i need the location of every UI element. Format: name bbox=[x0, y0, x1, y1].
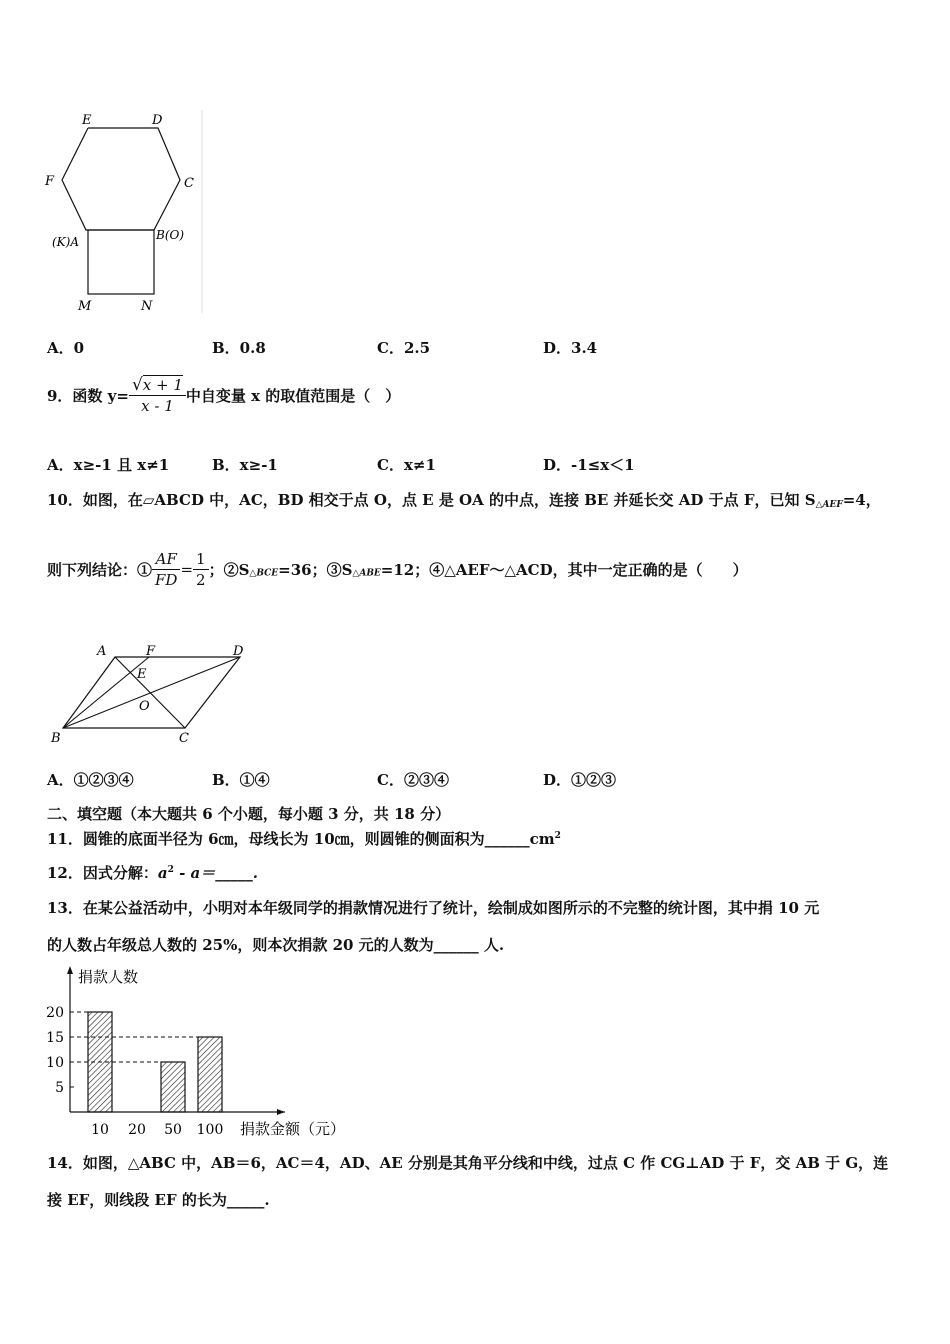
label-D: D bbox=[152, 113, 163, 128]
q14-line1: 14．如图，△ABC 中，AB＝6，AC＝4，AD、AE 分别是其角平分线和中线，过点 C 作 CG⊥AD 于 F，交 AB 于 G，连 bbox=[47, 1154, 889, 1172]
q10-frac2-num: 1 bbox=[193, 549, 209, 570]
q10-line1-a: 10．如图，在 bbox=[47, 491, 143, 509]
q10-line1-sub: △AEF bbox=[815, 500, 843, 510]
q8-option-a: A．0 bbox=[47, 339, 85, 357]
q9-option-d: D．-1≤x＜1 bbox=[543, 456, 635, 474]
q10-frac1-num: AF bbox=[152, 549, 180, 570]
q10-option-d: D．①②③ bbox=[543, 771, 617, 789]
bar-10 bbox=[88, 1012, 112, 1112]
y-tick-label: 5 bbox=[55, 1080, 64, 1096]
y-tick-label: 15 bbox=[46, 1030, 64, 1046]
q12-label: 12．因式分解： bbox=[47, 864, 158, 882]
q10-line1 bbox=[47, 489, 881, 510]
section-2-heading: 二、填空题（本大题共 6 个小题，每小题 3 分，共 18 分） bbox=[47, 805, 451, 823]
hexagon-shape bbox=[62, 128, 180, 230]
q10-line1-b: ABCD 中，AC，BD 相交于点 O，点 E 是 OA 的中点，连接 BE 并延长交 AD 于点 F，已知 S bbox=[154, 491, 816, 509]
label-E: E bbox=[137, 667, 147, 682]
parallelogram-figure bbox=[45, 640, 255, 750]
q12-question bbox=[47, 862, 258, 883]
hexagon-square-figure bbox=[40, 108, 210, 318]
q8-option-d: D．3.4 bbox=[543, 339, 598, 357]
label-B: B(O) bbox=[156, 228, 185, 242]
q9-denominator: x - 1 bbox=[141, 397, 174, 415]
q9-option-a: A．x≥-1 且 x≠1 bbox=[47, 456, 170, 474]
label-B: B bbox=[51, 731, 61, 746]
y-tick-label: 10 bbox=[46, 1055, 64, 1071]
q10-line2-c: =36；③S bbox=[278, 561, 353, 579]
q10-sub2: △BCE bbox=[249, 568, 279, 579]
label-N: N bbox=[141, 299, 153, 314]
q10-sub3: △ABE bbox=[352, 568, 381, 579]
label-C: C bbox=[179, 731, 189, 746]
q10-option-b: B．①④ bbox=[212, 771, 270, 789]
q10-line1-c: =4， bbox=[842, 491, 881, 509]
label-A: A bbox=[97, 644, 107, 659]
label-C: C bbox=[184, 176, 194, 191]
x-tick-label: 10 bbox=[91, 1122, 109, 1138]
label-E: E bbox=[82, 113, 92, 128]
q10-line2-d: =12；④△AEF～△ACD，其中一定正确的是（ ） bbox=[380, 561, 748, 579]
x-axis-label: 捐款金额（元） bbox=[240, 1120, 346, 1138]
q10-option-c: C．②③④ bbox=[377, 771, 449, 789]
bar-50 bbox=[161, 1062, 185, 1112]
q11-question bbox=[47, 828, 561, 849]
y-axis-arrow bbox=[67, 966, 73, 974]
label-F: F bbox=[146, 644, 156, 659]
donation-bar-chart bbox=[40, 962, 370, 1142]
q9-suffix: 中自变量 x 的取值范围是（ ） bbox=[185, 387, 401, 405]
q12-expr-b: - a＝_____. bbox=[173, 864, 258, 882]
label-O: O bbox=[139, 699, 150, 714]
q9-question bbox=[47, 375, 400, 416]
q10-frac2-den: 2 bbox=[196, 571, 206, 589]
q12-expr-a: a bbox=[157, 864, 168, 882]
x-tick-label: 100 bbox=[196, 1122, 224, 1138]
square-shape bbox=[88, 230, 154, 294]
q8-option-c: C．2.5 bbox=[377, 339, 431, 357]
q10-frac2 bbox=[193, 549, 209, 590]
y-axis-label: 捐款人数 bbox=[78, 968, 139, 986]
q10-line2-a: 则下列结论：① bbox=[47, 561, 153, 579]
label-A: (K)A bbox=[52, 235, 79, 249]
q10-line2 bbox=[47, 549, 748, 590]
label-D: D bbox=[233, 644, 244, 659]
x-tick-label: 20 bbox=[128, 1122, 146, 1138]
x-tick-label: 50 bbox=[164, 1122, 182, 1138]
q12-sup: 2 bbox=[167, 865, 174, 875]
q11-sup: 2 bbox=[554, 831, 561, 841]
q10-option-a: A．①②③④ bbox=[47, 771, 134, 789]
label-M: M bbox=[78, 299, 92, 314]
q13-line1: 13．在某公益活动中，小明对本年级同学的捐款情况进行了统计，绘制成如图所示的不完整的统计图，其中捐 10 元 bbox=[47, 899, 820, 917]
q8-option-b: B．0.8 bbox=[212, 339, 266, 357]
parallelogram-symbol: ▱ bbox=[142, 491, 155, 509]
q10-line2-b: ；②S bbox=[208, 561, 250, 579]
y-tick-label: 20 bbox=[46, 1005, 64, 1021]
q14-line2: 接 EF，则线段 EF 的长为_____. bbox=[47, 1191, 270, 1209]
q9-prefix: 9．函数 y= bbox=[47, 387, 129, 405]
q9-fraction: $\frac{√x + 1}{x - 1}$ bbox=[129, 375, 186, 416]
q11-text: 11．圆锥的底面半径为 6㎝，母线长为 10㎝，则圆锥的侧面积为______cm bbox=[47, 830, 555, 848]
q9-option-c: C．x≠1 bbox=[377, 456, 436, 474]
label-F: F bbox=[45, 174, 55, 189]
q10-frac1 bbox=[152, 549, 180, 590]
q10-frac1-den: FD bbox=[155, 571, 178, 589]
q9-option-b: B．x≥-1 bbox=[212, 456, 278, 474]
diagonal-ac bbox=[115, 657, 185, 728]
x-axis-arrow bbox=[277, 1109, 285, 1115]
q9-numerator: x + 1 bbox=[142, 376, 183, 394]
bar-100 bbox=[198, 1037, 222, 1112]
q13-line2: 的人数占年级总人数的 25%，则本次捐款 20 元的人数为______ 人. bbox=[47, 936, 505, 954]
q10-eq: = bbox=[180, 560, 194, 579]
